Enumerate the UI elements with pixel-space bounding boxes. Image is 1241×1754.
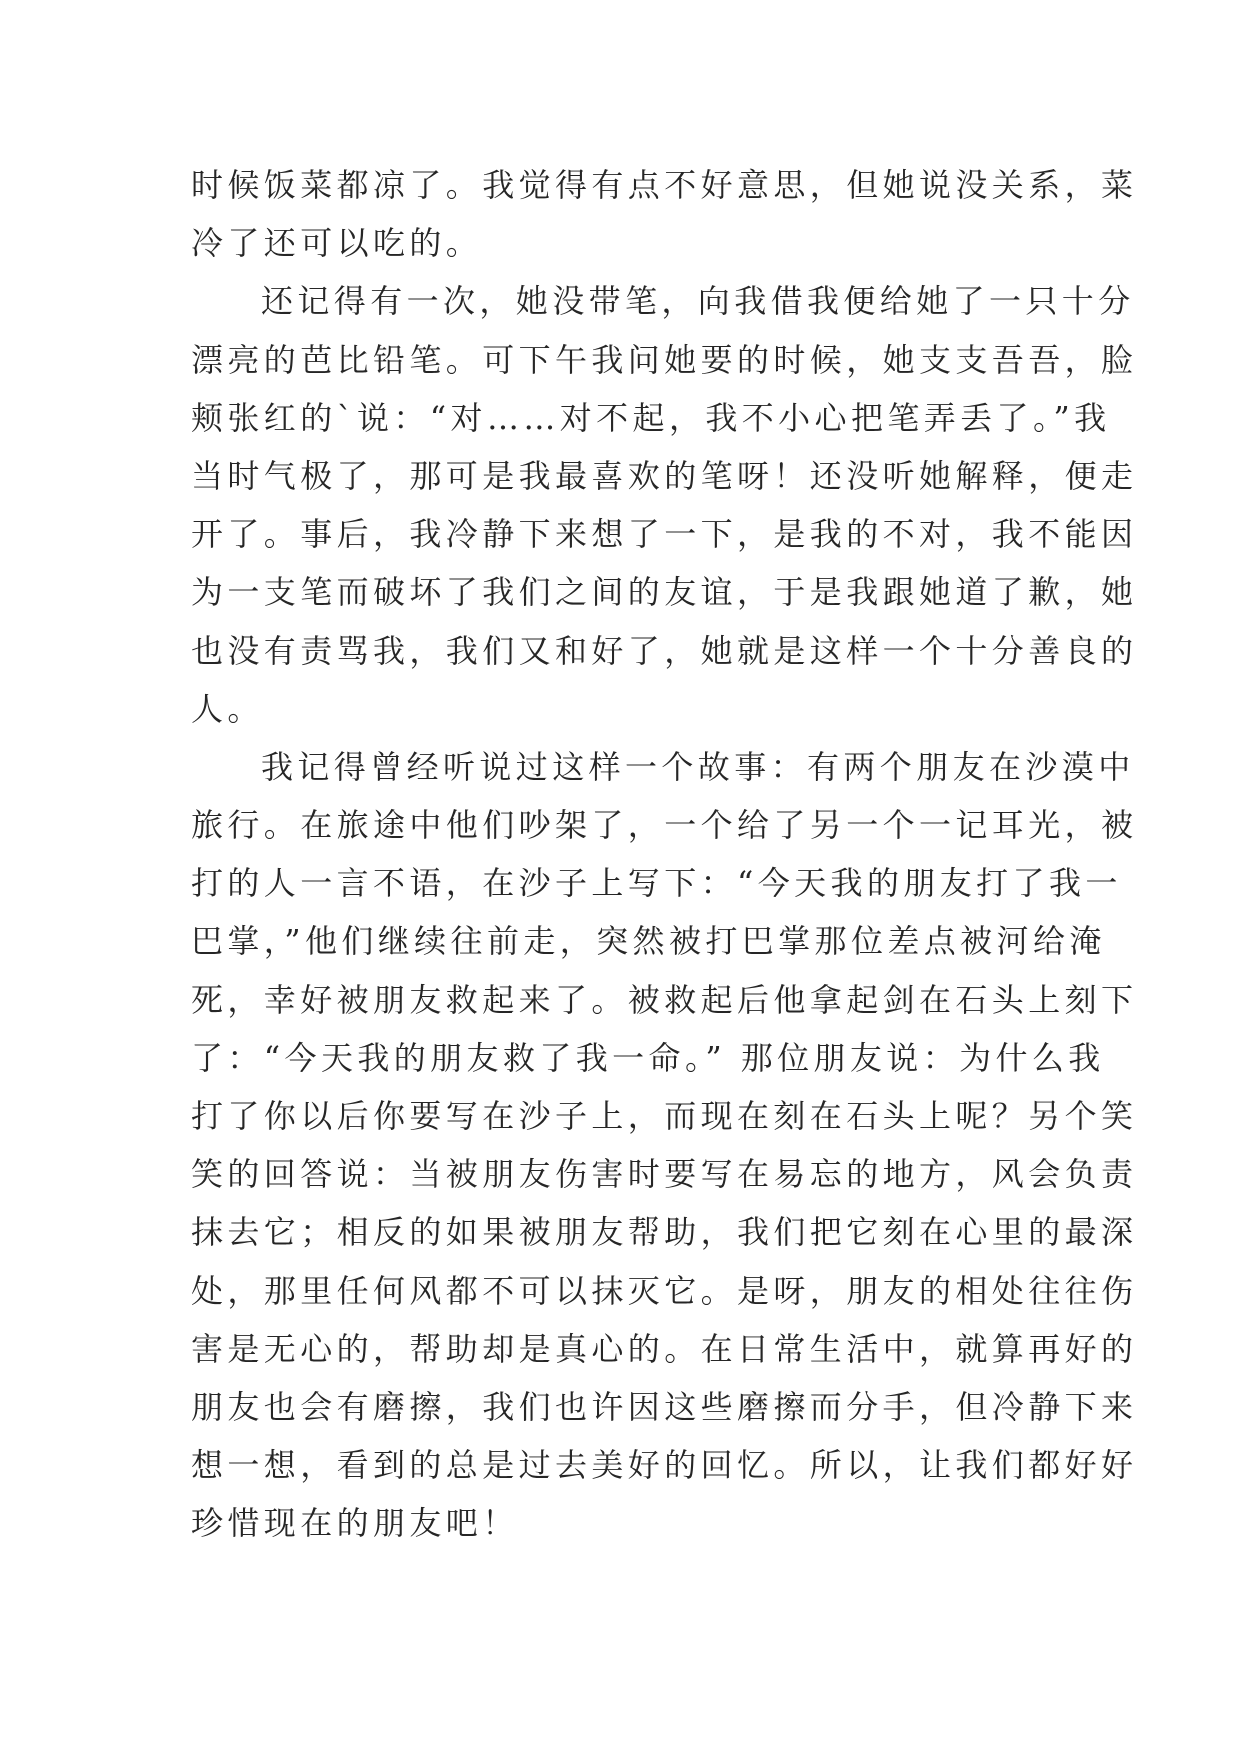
text-line: 时候饭菜都凉了。我觉得有点不好意思，但她说没关系，菜 <box>191 166 1138 204</box>
text-line: 了：“今天我的朋友救了我一命。” 那位朋友说：为什么我 <box>191 1038 1105 1077</box>
text-line: 处，那里任何风都不可以抹灭它。是呀，朋友的相处往往伤 <box>191 1271 1138 1310</box>
text-line: 害是无心的，帮助却是真心的。在日常生活中，就算再好的 <box>191 1329 1138 1368</box>
text-line: 笑的回答说：当被朋友伤害时要写在易忘的地方，风会负责 <box>191 1155 1138 1194</box>
text-line: 开了。事后，我冷静下来想了一下，是我的不对，我不能因 <box>191 515 1138 554</box>
text-line: 当时气极了，那可是我最喜欢的笔呀！还没听她解释，便走 <box>191 456 1138 495</box>
paragraph-2 <box>191 272 1138 738</box>
text-line: 为一支笔而破坏了我们之间的友谊，于是我跟她道了歉，她 <box>191 573 1138 612</box>
text-line: 我记得曾经听说过这样一个故事：有两个朋友在沙漠中 <box>261 747 1135 786</box>
text-line: 人。 <box>191 689 264 728</box>
text-line: 巴掌，”他们继续往前走，突然被打巴掌那位差点被河给淹 <box>191 922 1106 961</box>
text-line: 珍惜现在的朋友吧！ <box>191 1504 519 1543</box>
text-line: 抹去它；相反的如果被朋友帮助，我们把它刻在心里的最深 <box>191 1213 1138 1252</box>
paragraph-1 <box>191 156 1138 272</box>
text-line: 也没有责骂我，我们又和好了，她就是这样一个十分善良的 <box>191 631 1138 670</box>
text-line: 冷了还可以吃的。 <box>191 224 483 263</box>
text-line: 死，幸好被朋友救起来了。被救起后他拿起剑在石头上刻下 <box>191 980 1138 1019</box>
text-line: 颊张红的`说：“对……对不起，我不小心把笔弄丢了。”我 <box>191 398 1111 437</box>
text-line: 还记得有一次，她没带笔，向我借我便给她了一只十分 <box>261 282 1135 321</box>
text-line: 想一想，看到的总是过去美好的回忆。所以，让我们都好好 <box>191 1446 1138 1485</box>
text-line: 旅行。在旅途中他们吵架了，一个给了另一个一记耳光，被 <box>191 806 1138 845</box>
paragraph-3 <box>191 738 1138 1553</box>
text-line: 打的人一言不语，在沙子上写下：“今天我的朋友打了我一 <box>191 864 1122 903</box>
text-line: 朋友也会有磨擦，我们也许因这些磨擦而分手，但冷静下来 <box>191 1387 1138 1426</box>
text-line: 漂亮的芭比铅笔。可下午我问她要的时候，她支支吾吾，脸 <box>191 340 1138 379</box>
document-body <box>191 156 1138 1553</box>
text-line: 打了你以后你要写在沙子上，而现在刻在石头上呢？另个笑 <box>191 1097 1138 1135</box>
